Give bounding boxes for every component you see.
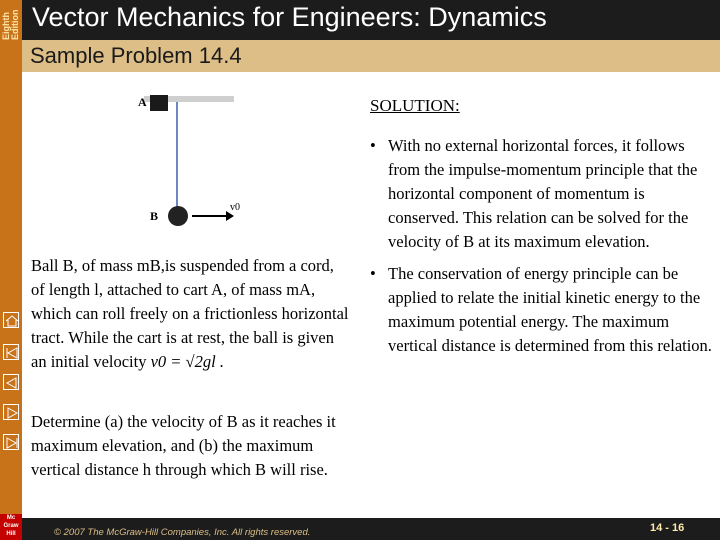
edition-label: Eighth Edition (1, 9, 20, 40)
problem-text: Ball B, of mass mB,is suspended from a cord, of length l, attached to cart A, of mass mA, which can roll freely on a frictionless horizontal tract. While the cart is at rest, the ball is given an initial velocity (31, 256, 349, 371)
section-title: Sample Problem 14.4 (30, 43, 242, 68)
last-slide-button[interactable] (3, 434, 19, 450)
solution-heading: SOLUTION: (370, 96, 460, 115)
ball-b (168, 206, 188, 226)
sidebar (0, 0, 22, 540)
solution-bullet: • The conservation of energy principle can be applied to relate the initial kinetic energy to the maximum potential energy. The maximum vertical distance is determined from this relation. (370, 262, 716, 358)
page-title: Vector Mechanics for Engineers: Dynamics (32, 2, 547, 32)
problem-tasks: Determine (a) the velocity of B as it reaches it maximum elevation, and (b) the maximum vertical distance h through which B will rise. (31, 412, 336, 479)
next-icon (4, 405, 20, 421)
initial-velocity-formula: v0 = √2gl . (150, 352, 224, 371)
header (22, 0, 720, 40)
label-b: B (150, 209, 159, 223)
problem-statement (31, 254, 351, 374)
label-a: A (138, 95, 147, 109)
home-icon (4, 313, 20, 329)
previous-icon (4, 375, 20, 391)
footer (22, 518, 720, 540)
solution-bullets (370, 134, 716, 366)
subheader (22, 40, 720, 72)
first-icon (4, 345, 20, 361)
next-slide-button[interactable] (3, 404, 19, 420)
solution-bullet: • With no external horizontal forces, it follows from the impulse-momentum principle that the horizontal component of momentum is conserved. This relation can be solved for the velocity of B at its maximum elevation. (370, 134, 716, 254)
copyright: © 2007 The McGraw-Hill Companies, Inc. All rights reserved. (54, 527, 311, 538)
publisher-logo: Mc Graw Hill (0, 514, 22, 540)
cart (150, 95, 168, 111)
page-number: 14 - 16 (650, 522, 685, 534)
label-v0: v0 (230, 202, 240, 213)
home-button[interactable] (3, 312, 19, 328)
previous-slide-button[interactable] (3, 374, 19, 390)
first-slide-button[interactable] (3, 344, 19, 360)
edition-badge (0, 0, 22, 40)
pendulum-diagram (130, 88, 260, 236)
last-icon (4, 435, 20, 451)
